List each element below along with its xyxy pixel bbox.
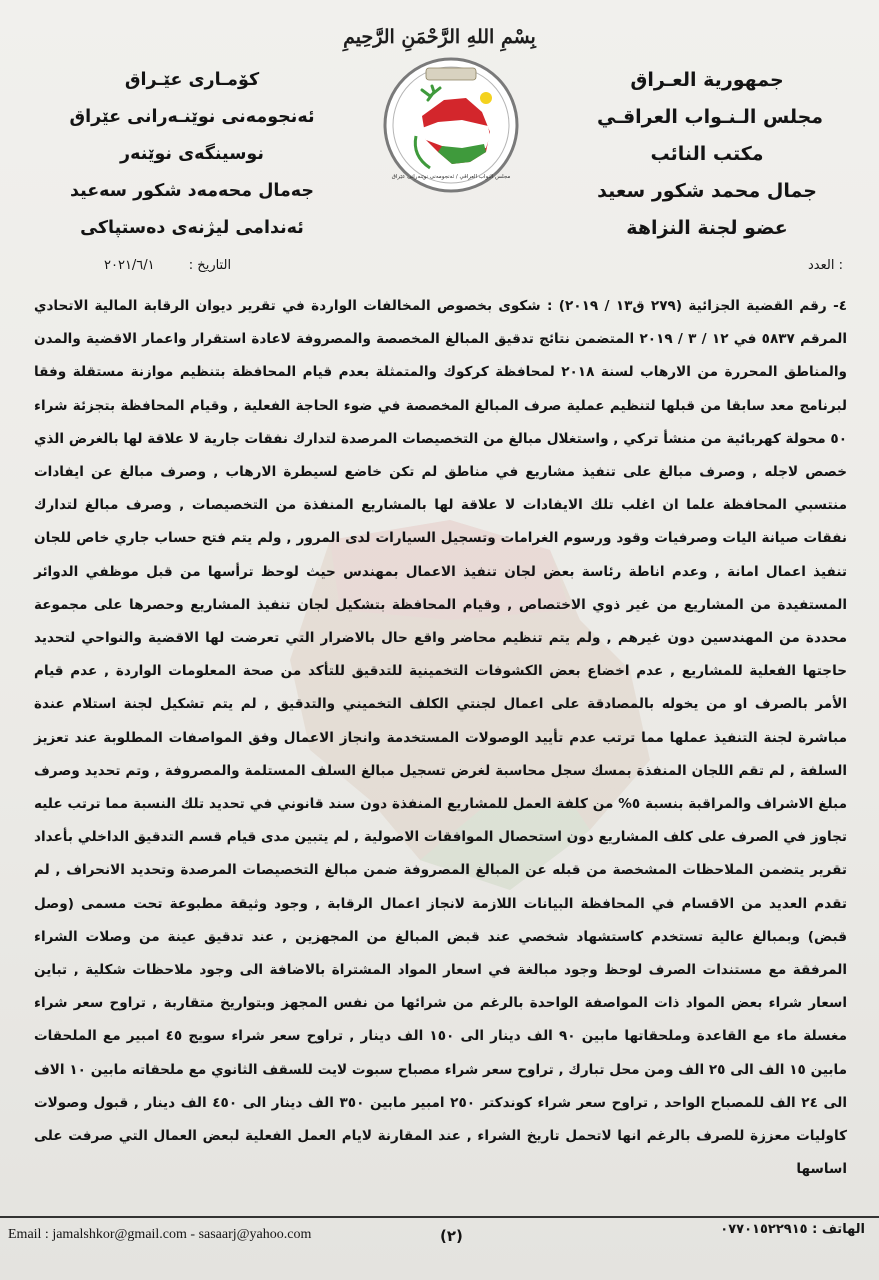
header-line: نوسینگەى نوێنەر [120,144,264,164]
date-value: ٢٠٢١/٦/١ [104,258,155,273]
date-label: التاريخ : [188,258,232,273]
footer-phone: الهاتف : ٠٧٧٠١٥٢٢٩١٥ [720,1222,865,1237]
header-arabic-block [597,62,824,247]
footer-divider [0,1216,879,1218]
document-number [808,258,843,273]
header-line: ئەندامى لیژنەى دەستپاكى [80,218,304,238]
header-line: عضو لجنة النزاهة [626,217,788,239]
logo-caption: مجلس النواب العراقي / ئەنجومەنى نوێنەرانى عێراق [391,174,511,180]
basmala: بِسْمِ اللهِ الرَّحْمَنِ الرَّحِيمِ [343,26,536,48]
footer-email: Email : jamalshkor@gmail.com - sasaarj@yahoo.com [8,1227,312,1242]
header-line: مكتب النائب [650,143,764,165]
document-date [104,258,231,273]
header-line: جمهورية العـراق [630,69,784,91]
header-line: جمال محمد شكور سعيد [597,180,817,202]
header-line: مجلس الـنـواب العراقـي [597,106,824,128]
number-label: العدد : [808,258,843,273]
letter-body-paragraph: ٤- رقم القضية الجزائية (٢٧٩ ق١٣ / ٢٠١٩) : شكوى بخصوص المخالفات الواردة في تقرير ديوان الرقابة المالية الاتحادي المرقم ٥٨٣٧ في ١٢ / ٣ / ٢٠١٩ المتضمن نتائج تدقيق المبالغ المخصصة والمصروفة لاعادة استقرار واعمار الاقضية والمدن والمناطق المحررة من الارهاب لسنة ٢٠١٨ لمحافظة كركوك والمتمثلة بعدم قيام المحافظة بتنظيم موازنة مستقلة وفقا لبرنامج معد سابقا من قبلها لتنظيم عملية صرف المبالغ المخصصة في ضوء الحاجة الفعلية , وقيام المحافظة بتجزئة شراء ٥٠ محولة كهربائية من منشأ تركي , واستغلال مبالغ من التخصيصات المرصدة لتدارك نفقات جارية لا علاقة لها بالغرض الذي خصص لاجله , وصرف مبالغ على تنفيذ مشاريع في مناطق لم تكن خاضع لسيطرة الارهاب , وصرف مبالغ عن ايفادات منتسبي المحافظة علما ان اغلب تلك الايفادات لا علاقة لها بالمشاريع المنفذة من التخصيصات , وصرف مبالغ لتدارك نفقات صيانة اليات وصرفيات وقود ورسوم الغرامات وتسجيل السيارات لدى المرور , ولم يتم فتح حساب جاري خاص للجان تنفيذ اعمال امانة , وعدم اناطة رئاسة بعض لجان تنفيذ الاعمال بمهندس حيث لوحظ ترأسها من قبل موظفي الدوائر المستفيدة من المشاريع من غير ذوي الاختصاص , وقيام المحافظة بتشكيل لجان تنفيذ المشاريع وحصرها على مجموعة محددة من المهندسين دون غيرهم , ولم يتم تنظيم محاضر واقع حال بالاضرار التي تعرضت لها الاقضية والنواحي لتحديد حاجتها الفعلية للمشاريع , عدم اخضاع بعض الكشوفات التخمينية للتدقيق للتأكد من صحة المعلومات الواردة , عدم قيام الأمر بالصرف او من يخوله بالمصادقة على اعمال لجنتي الكلف التخميني والتدقيق , لم يتم تشكيل لجنة استلام عندة مباشرة لجنة التنفيذ عملها مما ترتب عدم تأييد الوصولات المستخدمة وانجاز الاعمال وفق المواصفات المطلوبة عند تعزيز السلفة , لم تقم اللجان المنفذة بمسك سجل محاسبة لغرض تسجيل مبالغ السلف المستلمة والمصروفة , وتم تحديد وصرف مبلغ الاشراف والمراقبة بنسبة ٥% من كلفة العمل للمشاريع المنفذة دون سند قانوني في تحديد تلك النسبة مما ترتب عليه تجاوز في الصرف على كلف المشاريع دون استحصال الموافقات الاصولية , لم يتبين مدى قيام قسم التدقيق الداخلي بأعداد تقرير يتضمن الملاحظات المشخصة من قبله عن المبالغ المصروفة ضمن مبالغ التخصيصات المرصدة وتحديد الانحراف , لم تقدم العديد من الاقسام في المحافظة البيانات اللازمة لانجاز اعمال الرقابة , وجود وثيقة مطبوعة تحت مسمى (وصل قبض) وبمبالغ عالية تستخدم كاستشهاد شخصي عند قبض المبالغ من المجهزين , عند تدقيق عينة من وصلات الشراء المرفقة مع مستندات الصرف لوحظ وجود مبالغة في اسعار المواد المشتراة بالاضافة الى وجود ملاحظات شكلية , تباين اسعار شراء بعض المواد ذات المواصفة الواحدة بالرغم من شرائها من نفس المجهز وبتواريخ متقاربة , تراوح سعر شراء مغسلة ماء مع القاعدة وملحقاتها مابين ٩٠ الف دينار الى ١٥٠ الف دينار , تراوح سعر شراء سويج ٤٥ امبير مع الملحقات مابين ١٥ الف الى ٢٥ الف ومن محل تبارك , تراوح سعر شراء مصباح سبوت لايت للسقف الثانوي مع ملحقاته مابين ١٠ الاف الى ٢٤ الف للمصباح الواحد , تراوح سعر شراء كوندكتر ٢٥٠ امبير مابين ٣٥٠ الف دينار الى ٤٥٠ الف دينار , قبول وصولات كاوليات معززة للصرف بالرغم انها لاتحمل تاريخ الشراء , عند المقارنة لايام العمل الفعلية لبعض العمال التي صرفت على اساسها [34,298,848,1178]
page-number: (٢) [440,1227,463,1245]
header-line: ئەنجومەنى نوێنـەرانى عێراق [69,107,315,127]
parliament-logo-icon [382,56,520,194]
header-line: جەمال محەمەد شكور سەعید [69,181,315,201]
header-kurdish-block [52,62,332,247]
header-line: كۆمـارى عێـراق [124,70,260,90]
